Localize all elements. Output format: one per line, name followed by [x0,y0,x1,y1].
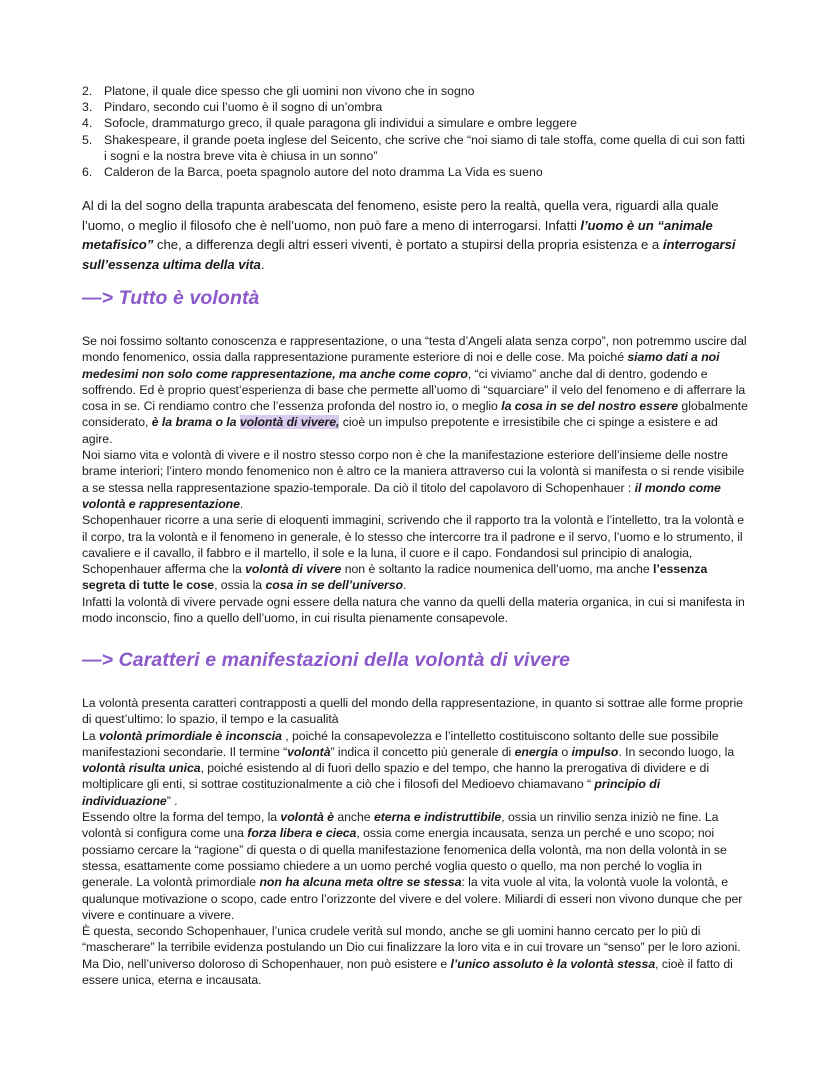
emphasis-text: siamo dati a noi medesimi non solo come rappresentazione, ma anche come copro [82,350,720,381]
bold-text: l’essenza segreta di tutte le cose [82,562,708,593]
text-span: . [239,496,244,511]
emphasis-text: l’unico assoluto è la volontà stessa [450,956,656,971]
text-span: , ossia un rinvilio senza iniziò ne fine. La volontà si configura come una [82,810,719,841]
text-span: : la vita vuole al vita, la volontà vuole la volontà, e qualunque motivazione o scopo, cade entro l’orizzonte del vivere e del volere. Miliardi di esseri non vivono dunque che per vivere e continuare a vivere. [82,875,743,922]
list-number: 6. [82,165,93,180]
paragraph [82,512,750,593]
text-span: Noi siamo vita e volontà di vivere e il nostro stesso corpo non è che la manifestazione esteriore dell’insieme delle nostre brame interiori; l’intero mondo fenomenico non è altro ce la maniera attraverso cui la volontà si manifesta o si rende visibile a se stessa nella rappresentazione spazio-temporale. Da ciò il titolo del capolavoro di Schopenhauer : [82,448,745,495]
highlighted-text: volontà di vivere, [239,415,340,430]
text-span: , ossia la [214,578,266,593]
list-text: Platone, il quale dice spesso che gli uomini non vivono che in sogno [104,84,475,98]
list-item [82,115,750,131]
numbered-list [82,83,750,180]
text-span: , cioè il fatto di essere unica, eterna e incausata. [82,956,733,988]
emphasis-text: energia [514,744,559,759]
intro-block [82,196,750,274]
paragraph [82,333,750,447]
paragraph [82,447,750,512]
text-span: . In secondo luogo, la [618,744,735,759]
emphasis-text: cosa in se dell’universo [265,578,404,593]
text-span: È questa, secondo Schopenhauer, l’unica crudele verità sul mondo, anche se gli uomini hanno cercato per lo più di “mascherare” la terribile evidenza postulando un Dio cui finalizzare la loro vita e in cui trovare un “senso” per le loro azioni. Ma Dio, nell’universo doloroso di Schopenhauer, non può esistere e [82,924,741,971]
text-span: , “ci viviamo” anche dal di dentro, godendo e soffrendo. Ed è proprio quest’esperienza di base che permette all’uomo di “squarciare” il velo del fenomeno e di afferrare la cosa in se. Ci rendiamo contro che l’essenza profonda del nostro io, o meglio [82,366,746,414]
text-span: Se noi fossimo soltanto conoscenza e rappresentazione, o una “testa d’Angeli alata senza corpo”, non potremmo uscire dal mondo fenomenico, ossia dalla rappresentazione puramente esteriore di noi e delle cose. Ma poiché [82,334,747,365]
emphasis-text: volontà risulta unica [82,761,201,776]
text-span: Al di la del sogno della trapunta arabescata del fenomeno, esiste pero la realtà, quella vera, riguardi alla quale l’uomo, o meglio il filosofo che è nell’uomo, non può fare a meno di interrogarsi. Infatti [82,198,719,233]
text-span: ” . [166,793,178,808]
text-span: o [558,744,572,759]
text-span: La [82,728,99,743]
text-span: . [260,256,265,272]
text-span: globalmente considerato, [82,399,748,430]
list-item [82,99,750,115]
text-span: Infatti la volontà di vivere pervade ogni essere della natura che vanno da quelli della materia organica, in cui si manifesta in modo inconscio, fino a quello dell’uomo, in cui risulta pienamente consapevole. [82,594,745,626]
text-span: Essendo oltre la forma del tempo, la [82,810,281,825]
list-text: Shakespeare, il grande poeta inglese del Seicento, che scrive che “noi siamo di tale stoffa, come quella di cui son fatti i sogni e la nostra breve vita è chiusa in un sonno” [104,132,745,163]
emphasis-text: volontà primordiale è inconscia [98,728,282,743]
list-item [82,132,750,164]
emphasis-text: volontà [287,744,331,759]
emphasis-text: principio di individuazione [82,777,661,808]
text-span: cioè un impulso prepotente e irresistibile che ci spinge a esistere e ad agire. [82,415,718,446]
list-number: 2. [82,84,93,98]
section-heading: —> Caratteri e manifestazioni della volontà di vivere [82,649,571,671]
emphasis-text: il mondo come volontà e rappresentazione [82,480,721,511]
text-span: anche [333,810,374,825]
list-number: 4. [82,116,93,131]
emphasis-text: impulso [571,744,619,759]
text-span: che, a differenza degli altri esseri viventi, è portato a stupirsi della propria esistenza e a [153,237,663,253]
text-span: ” indica il concetto più generale di [330,744,515,759]
emphasis-text: forza libera e cieca [247,826,357,841]
paragraph [82,728,750,809]
list-item [82,164,750,180]
paragraph [82,809,750,923]
emphasis-text: è la brama o la [151,415,237,430]
heading-block-1 [82,286,750,310]
section-heading: —> Tutto è volontà [82,287,260,309]
list-text: Calderon de la Barca, poeta spagnolo autore del noto dramma La Vida es sueno [104,165,543,180]
section-2-body [82,695,750,988]
list-text: Pindaro, secondo cui l’uomo è il sogno di un’ombra [104,100,383,115]
emphasis-text: interrogarsi sull’essenza ultima della vita [82,237,736,272]
paragraph [82,695,750,728]
list-item [82,83,750,99]
list-number: 3. [82,100,93,115]
emphasis-text: la cosa in se del nostro essere [501,399,679,414]
text-span: , ossia come energia incausata, senza un perché e uno scopo; noi possiamo cercare la “ragione” di questa o di quella manifestazione fenomenica della volontà, ma non della volontà in se stessa, esattamente come possiamo chiedere a un uomo perché voglia questo o quello, ma non perché lo voglia in generale. La volontà primordiale [82,826,727,890]
emphasis-text: volontà è [280,810,334,825]
emphasis-text: non ha alcuna meta oltre se stessa [259,875,462,890]
emphasis-text: volontà di vivere [245,562,342,577]
emphasis-text: l’uomo è un “animale metafisico” [82,217,713,253]
list-text: Sofocle, drammaturgo greco, il quale paragona gli individui a simulare e ombre leggere [104,116,578,131]
heading-block-2 [82,648,750,672]
text-span: Schopenhauer ricorre a una serie di eloquenti immagini, scrivendo che il rapporto tra la volontà e l’intelletto, tra la volontà e il corpo, tra la volontà e il fenomeno in generale, è lo stesso che intercorre tra il padrone e il servo, l’uomo e lo strumento, il cavaliere e il cavallo, il fabbro e il martello, il sole e la luna, il cuore e il capo. Fondandosi sul principio di analogia, Schopenhauer afferma che la [82,513,745,577]
text-span: , poiché esistendo al di fuori dello spazio e del tempo, che hanno la prerogativa di dividere e di moltiplicare gli enti, si sottrae costituzionalmente a ciò che i filosofi del Medioevo chiamavano “ [82,761,710,792]
list-number: 5. [82,132,93,147]
emphasis-text: eterna e indistruttibile [373,810,502,825]
intro-paragraph [82,196,750,274]
text-span: La volontà presenta caratteri contrapposti a quelli del mondo della rappresentazione, in quanto si sottrae alle forme proprie di quest’ultimo: lo spazio, il tempo e la casualità [82,696,743,727]
paragraph [82,594,750,627]
section-1-body [82,333,750,626]
paragraph [82,923,750,988]
text-span: . [403,578,407,593]
text-span: , poiché la consapevolezza e l’intelletto costituiscono soltanto delle sue possibile manifestazioni secondarie. Il termine “ [82,728,719,759]
text-span: non è soltanto la radice noumenica dell’uomo, ma anche [341,562,653,577]
